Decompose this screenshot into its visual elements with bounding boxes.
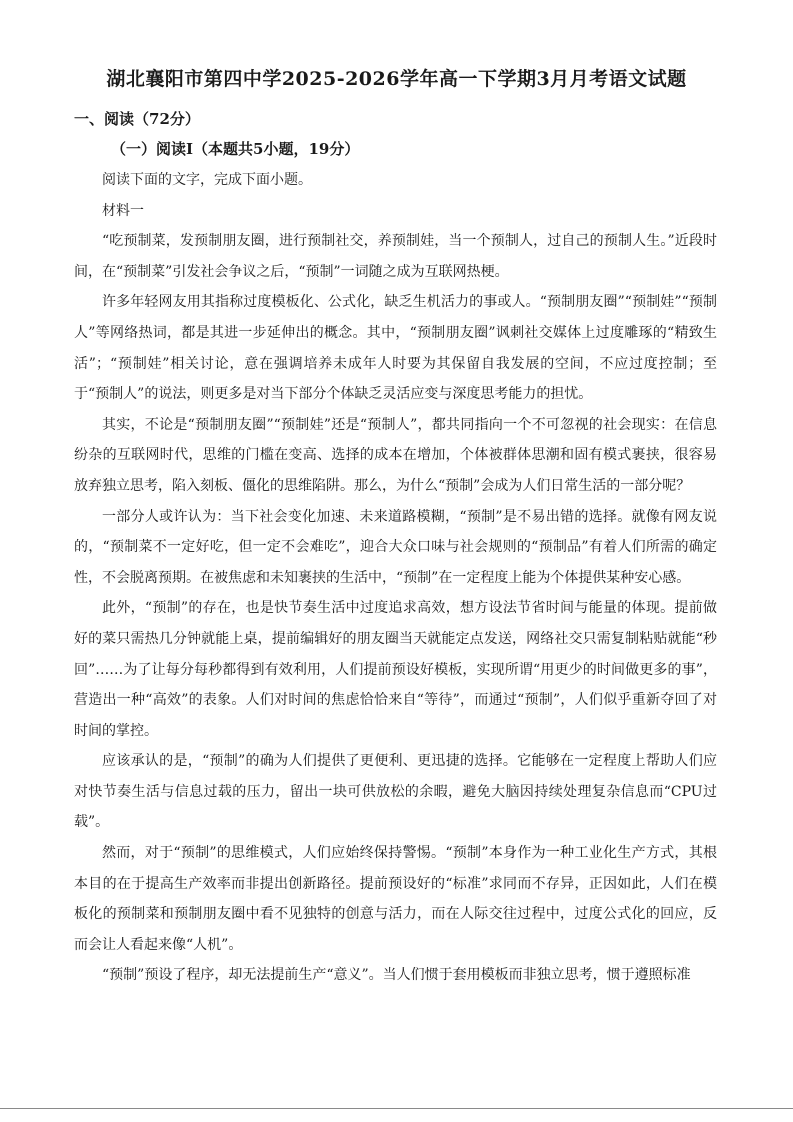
- paragraph: “预制”预设了程序，却无法提前生产“意义”。当人们惯于套用模板而非独立思考，惯于遵照标准: [102, 967, 691, 984]
- section-heading: 一、阅读（72分）: [74, 110, 200, 128]
- subsection-heading: （一）阅读Ⅰ（本题共5小题，19分）: [111, 140, 360, 158]
- paragraph: 然而，对于“预制”的思维模式，人们应始终保持警惕。“预制”本身作为一种工业化生产方式，其根本目的在于提高生产效率而非提出创新路径。提前预设好的“标准”求同而不存异，正因如此，人们在模板化的预制菜和预制朋友圈中看不见独特的创意与活力，而在人际交往过程中，过度公式化的回应，反而会让人看起来像“人机”。: [74, 845, 717, 953]
- document-title: 湖北襄阳市第四中学2025-2026学年高一下学期3月月考语文试题: [106, 68, 687, 90]
- instruction-text: 阅读下面的文字，完成下面小题。: [102, 172, 312, 188]
- paragraph: 许多年轻网友用其指称过度模板化、公式化，缺乏生机活力的事或人。“预制朋友圈”“预制娃”“预制人”等网络热词，都是其进一步延伸出的概念。其中，“预制朋友圈”讽刺社交媒体上过度雕琢的“精致生活”；“预制娃”相关讨论，意在强调培养未成年人时要为其保留自我发展的空间，不应过度控制；至于“预制人”的说法，则更多是对当下部分个体缺乏灵活应变与深度思考能力的担忧。: [74, 294, 717, 403]
- page-bottom-divider: [0, 1108, 793, 1109]
- paragraph: 其实，不论是“预制朋友圈”“预制娃”还是“预制人”，都共同指向一个不可忽视的社会现实：在信息纷杂的互联网时代，思维的门槛在变高、选择的成本在增加，个体被群体思潮和固有模式裹挟，很容易放弃独立思考，陷入刻板、僵化的思维陷阱。那么，为什么“预制”会成为人们日常生活的一部分呢？: [74, 416, 717, 494]
- material-label: 材料一: [102, 202, 144, 219]
- paragraph: 应该承认的是，“预制”的确为人们提供了更便利、更迅捷的选择。它能够在一定程度上帮助人们应对快节奏生活与信息过载的压力，留出一块可供放松的余暇，避免大脑因持续处理复杂信息而“CPU过载”。: [74, 753, 717, 831]
- paragraph: 此外，“预制”的存在，也是快节奏生活中过度追求高效，想方设法节省时间与能量的体现。提前做好的菜只需热几分钟就能上桌，提前编辑好的朋友圈当天就能定点发送，网络社交只需复制粘贴就能“秒回”……为了让每分每秒都得到有效利用，人们提前预设好模板，实现所谓“用更少的时间做更多的事”，营造出一种“高效”的表象。人们对时间的焦虑恰恰来自“等待”，而通过“预制”，人们似乎重新夺回了对时间的掌控。: [74, 600, 717, 739]
- paragraph: 一部分人或许认为：当下社会变化加速、未来道路模糊，“预制”是不易出错的选择。就像有网友说的，“预制菜不一定好吃，但一定不会难吃”，迎合大众口味与社会规则的“预制品”有着人们所需的确定性，不会脱离预期。在被焦虑和未知裹挟的生活中，“预制”在一定程度上能为个体提供某种安心感。: [74, 508, 717, 586]
- paragraph: “吃预制菜，发预制朋友圈，进行预制社交，养预制娃，当一个预制人，过自己的预制人生。”近段时间，在“预制菜”引发社会争议之后，“预制”一词随之成为互联网热梗。: [74, 233, 717, 280]
- reading-passage: [74, 165, 717, 991]
